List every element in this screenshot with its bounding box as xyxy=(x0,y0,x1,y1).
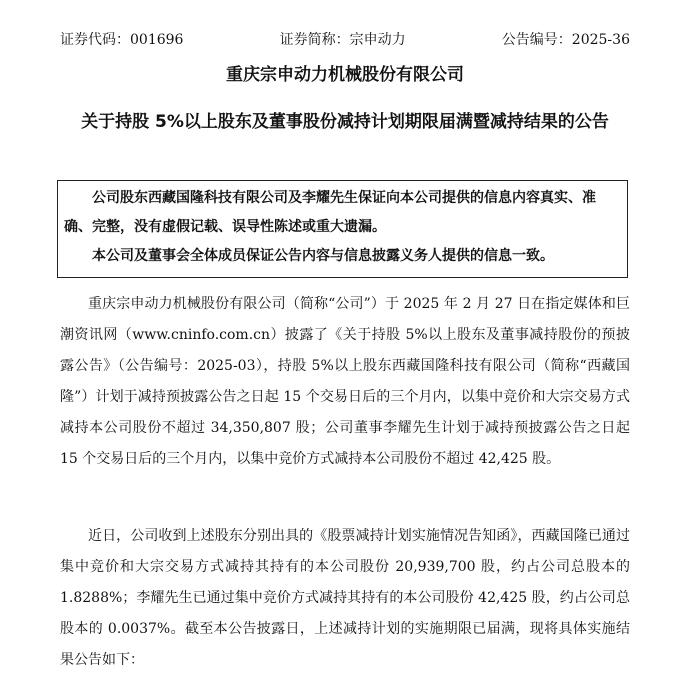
document-header xyxy=(60,28,630,52)
stock-abbreviation: 证券简称：宗申动力 xyxy=(279,32,406,48)
board-guarantee-statement: 本公司及董事会全体成员保证公告内容与信息披露义务人提供的信息一致。 xyxy=(92,248,554,264)
body-paragraph-plan: 重庆宗申动力机械股份有限公司（简称“公司”）于 2025 年 2 月 27 日在指定媒体和巨潮资讯网（www.cninfo.com.cn）披露了《关于持股 5%以上股东及董事减持股份的预披露公告》（公告编号：2025-03），持股 5%以上股东西藏国隆科技有限公司（简称“西藏国隆”）计划于减持预披露公告之日起 15 个交易日后的三个月内，以集中竞价和大宗交易方式减持本公司股份不超过 34,350,807 股；公司董事李耀先生计划于减持预披露公告之日起 15 个交易日后的三个月内，以集中竞价方式减持本公司股份不超过 42,425 股。 xyxy=(60,296,630,467)
notice-title: 关于持股 5%以上股东及董事股份减持计划期限届满暨减持结果的公告 xyxy=(81,112,609,132)
stock-code: 证券代码：001696 xyxy=(60,32,184,48)
body-paragraph-result: 近日，公司收到上述股东分别出具的《股票减持计划实施情况告知函》，西藏国隆已通过集中竞价和大宗交易方式减持其持有的本公司股份 20,939,700 股，约占公司总股本的 1.8288%；李耀先生已通过集中竞价方式减持其持有的本公司股份 42,425 股，约占公司总股本的 0.0037%。截至本公告披露日，上述减持计划的实施期限已届满，现将具体实施结果公告如下： xyxy=(60,528,630,668)
guarantee-statement-box xyxy=(57,180,628,278)
company-title: 重庆宗申动力机械股份有限公司 xyxy=(226,65,464,85)
shareholder-guarantee-statement: 公司股东西藏国隆科技有限公司及李耀先生保证向本公司提供的信息内容真实、准确、完整，没有虚假记载、误导性陈述或重大遗漏。 xyxy=(64,190,596,235)
announcement-number: 公告编号：2025-36 xyxy=(501,32,630,48)
